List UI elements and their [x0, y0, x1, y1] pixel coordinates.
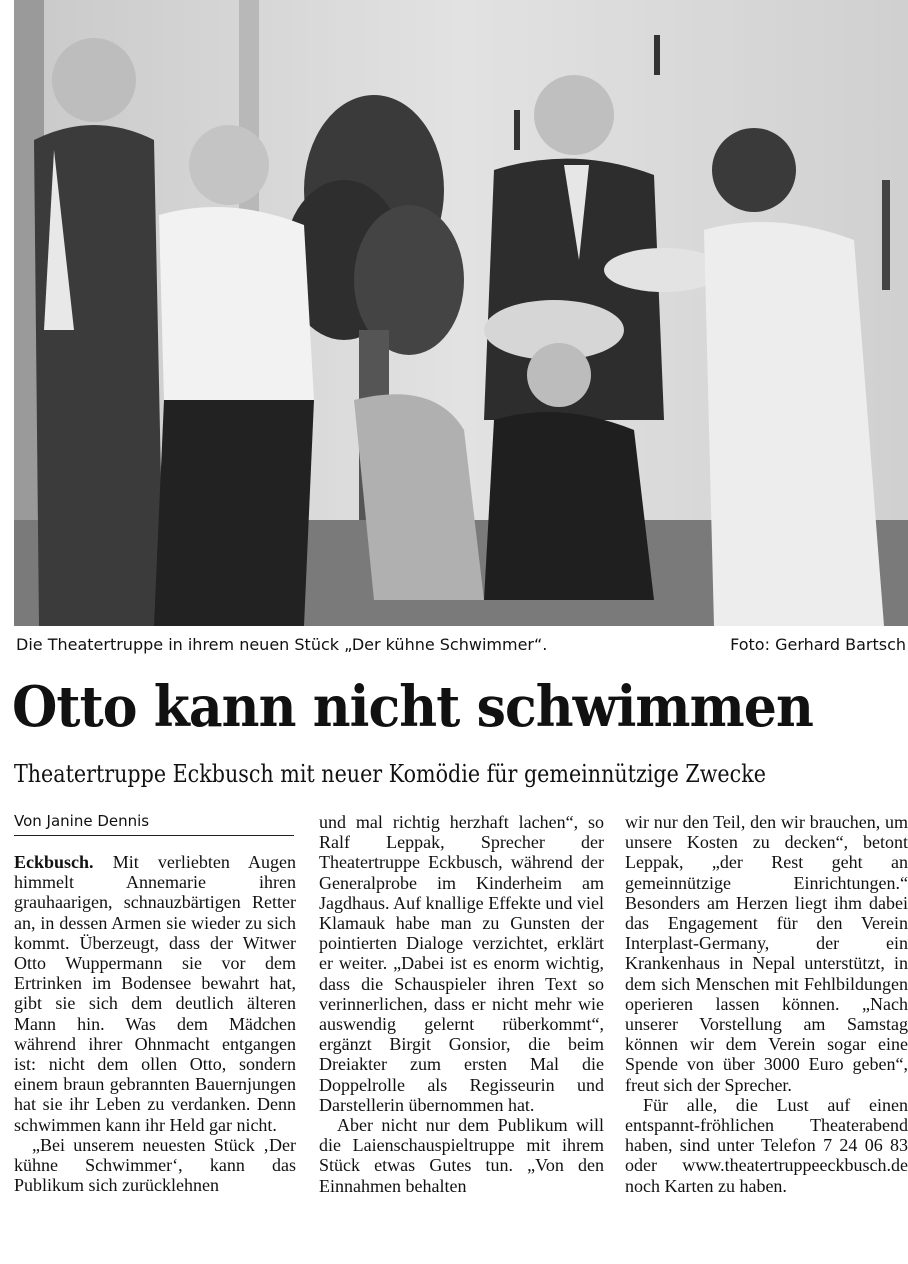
paragraph-3-start: Aber nicht nur dem Publikum will die Laienschauspieltruppe mit ihrem Stück etwas Gutes tun. „Von den Einnahmen behalten — [319, 1115, 604, 1196]
photo-illustration — [14, 0, 908, 626]
paragraph-1 — [14, 852, 296, 1135]
paragraph-2-start: „Bei unserem neuesten Stück ‚Der kühne Schwimmer‘, kann das Publikum sich zurücklehnen — [14, 1134, 296, 1196]
theater-group-photo — [14, 0, 908, 626]
photo-credit: Foto: Gerhard Bartsch — [730, 635, 906, 654]
article-column-1 — [14, 852, 296, 1195]
photo-caption: Die Theatertruppe in ihrem neuen Stück „Der kühne Schwimmer“. — [16, 635, 548, 654]
paragraph-3-continued: wir nur den Teil, den wir brauchen, um unsere Kosten zu decken“, betont Leppak, „der Rest geht an gemeinnützige Einrichtungen.“ Besonders am Herzen liegt ihm dabei das Engagement für den Verein Interplast-Germany, der ein Krankenhaus in Nepal unterstützt, in dem sich Menschen mit Fehlbildungen operieren lassen können. „Nach unserer Vorstellung am Samstag können wir dem Verein sogar eine Spende von über 3000 Euro geben“, freut sich der Sprecher. — [625, 812, 908, 1095]
subheadline: Theatertruppe Eckbusch mit neuer Komödie für gemeinnützige Zwecke — [14, 760, 766, 788]
dateline: Eckbusch. — [14, 852, 94, 872]
paragraph-2-continued: und mal richtig herzhaft lachen“, so Ralf Leppak, Sprecher der Theatertruppe Eckbusch, während der Generalprobe im Kinderheim am Jagdhaus. Auf knallige Effekte und viel Klamauk habe man zu Gunsten der pointierten Dialoge verzichtet, erklärt er weiter. „Dabei ist es enorm wichtig, dass die Schauspieler ihren Text so verinnerlichen, dass er nicht mehr wie auswendig gelernt rüberkommt“, ergänzt Birgit Gonsior, die beim Dreiakter zum ersten Mal die Doppelrolle als Regisseurin und Darstellerin übernommen hat. — [319, 812, 604, 1115]
headline: Otto kann nicht schwimmen — [12, 674, 813, 740]
article-column-2 — [319, 812, 604, 1196]
paragraph-1-text: Mit verliebten Augen himmelt Annemarie ihren grauhaarigen, schnauzbärtigen Retter an, in dessen Armen sie wieder zu sich kommt. Überzeugt, dass der Witwer Otto Wuppermann sie vor dem Ertrinken im Bodensee bewahrt hat, gibt sie sich dem deutlich älteren Mann hin. Was dem Mädchen während ihrer Ohnmacht entgangen ist: nicht dem ollen Otto, sondern einem braun gebrannten Bauernjungen hat sie ihr Leben zu verdanken. Denn schwimmen kann ihr Held gar nicht. — [14, 852, 297, 1135]
article-column-3 — [625, 812, 908, 1196]
byline: Von Janine Dennis — [14, 812, 294, 836]
paragraph-4: Für alle, die Lust auf einen entspannt-fröhlichen Theaterabend haben, sind unter Telefon 7 24 06 83 oder www.theatertruppeeckbusch.de noch Karten zu haben. — [625, 1094, 908, 1196]
